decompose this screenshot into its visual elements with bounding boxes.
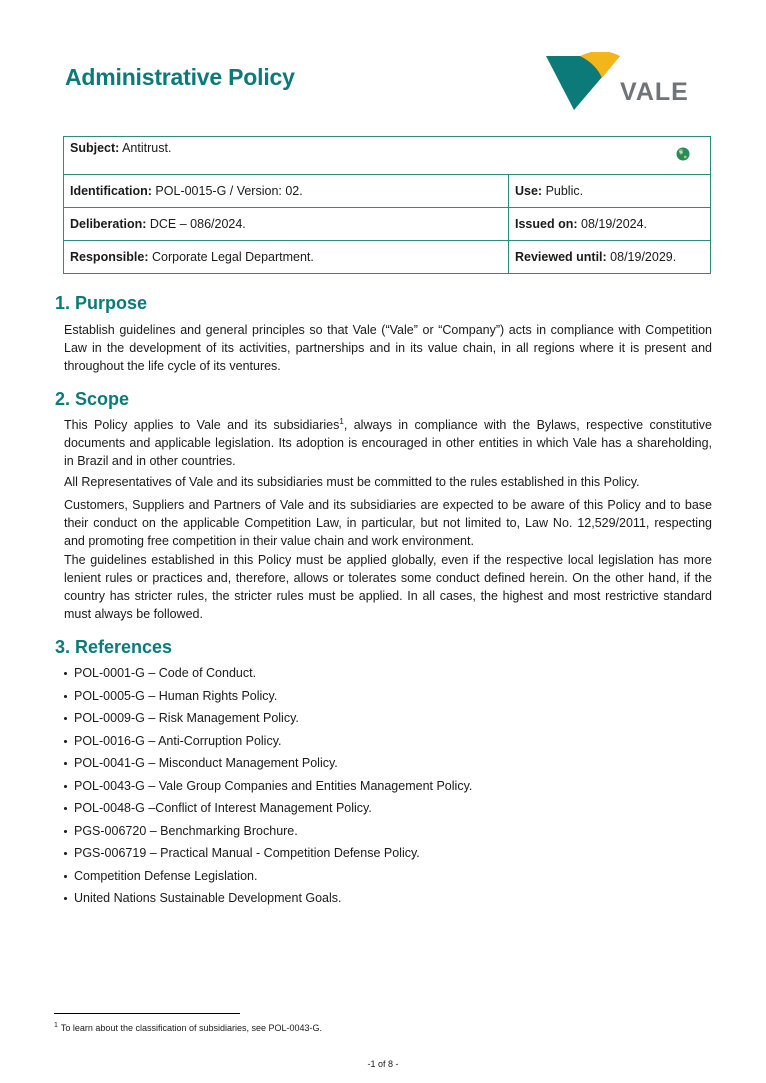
scope-p1-text-b: , always in compliance with the Bylaws, respective constitutive documents and applicable legislation. Its adoption is encouraged in other entities in which Vale has a shareholding, in Brazil and in other countries. (64, 418, 713, 468)
scope-paragraph-2: All Representatives of Vale and its subsidiaries must be committed to the rules established in this Policy. (64, 475, 640, 489)
list-item: POL-0016-G – Anti-Corruption Policy. (64, 730, 472, 753)
responsible-value: Corporate Legal Department. (148, 250, 314, 264)
list-item: Competition Defense Legislation. (64, 865, 472, 888)
scope-paragraph-1 (64, 416, 712, 470)
use-label: Use: (515, 184, 543, 198)
deliberation-cell (64, 208, 509, 241)
list-item: POL-0043-G – Vale Group Companies and Entities Management Policy. (64, 775, 472, 798)
references-heading: 3. References (55, 637, 173, 657)
list-item: POL-0001-G – Code of Conduct. (64, 662, 472, 685)
scope-heading: 2. Scope (55, 389, 130, 409)
footnote-reference: 1 (339, 416, 344, 426)
list-item: POL-0048-G –Conflict of Interest Management Policy. (64, 797, 472, 820)
use-value: Public. (542, 184, 584, 198)
list-item: United Nations Sustainable Development Goals. (64, 887, 472, 910)
reviewed-value: 08/19/2029. (606, 250, 677, 264)
table-row (64, 137, 711, 175)
policy-info-table (63, 136, 711, 274)
scope-paragraph-4: The guidelines established in this Policy must be applied globally, even if the respective local legislation has more lenient rules or practices and, therefore, allows or tolerates some conduct defined herein. On the other hand, if the country has stricter rules, the stricter rules must be applied. In all cases, the highest and most restrictive standard must always be followed. (64, 553, 712, 621)
purpose-text: Establish guidelines and general principles so that Vale (“Vale” or “Company”) acts in compliance with Competition Law in the development of its activities, partnerships and in its value chain, in all regions where it is present and throughout the life cycle of its ventures. (64, 323, 712, 373)
vale-logo-text: VALE (620, 78, 689, 106)
issued-value: 08/19/2024. (577, 217, 648, 231)
list-item: PGS-006720 – Benchmarking Brochure. (64, 820, 472, 843)
deliberation-value: DCE – 086/2024. (146, 217, 246, 231)
reviewed-cell (509, 241, 711, 274)
reviewed-label: Reviewed until: (515, 250, 607, 264)
deliberation-label: Deliberation: (70, 217, 147, 231)
list-item: PGS-006719 – Practical Manual - Competition Defense Policy. (64, 842, 472, 865)
scope-p1-text-a: This Policy applies to Vale and its subsidiaries (64, 418, 340, 432)
list-item: POL-0005-G – Human Rights Policy. (64, 685, 472, 708)
page-title: Administrative Policy (65, 64, 295, 90)
subject-value: Antitrust. (119, 141, 172, 155)
subject-label: Subject: (70, 141, 120, 155)
list-item: POL-0009-G – Risk Management Policy. (64, 707, 472, 730)
footnote-divider (54, 1013, 240, 1014)
purpose-heading: 1. Purpose (55, 293, 148, 313)
issued-label: Issued on: (515, 217, 578, 231)
use-cell (509, 175, 711, 208)
responsible-label: Responsible: (70, 250, 149, 264)
table-row (64, 175, 711, 208)
references-list (64, 662, 472, 910)
identification-cell (64, 175, 509, 208)
globe-icon (676, 147, 690, 161)
list-item: POL-0041-G – Misconduct Management Policy. (64, 752, 472, 775)
issued-cell (509, 208, 711, 241)
footnote-text: To learn about the classification of subsidiaries, see POL-0043-G. (60, 1023, 323, 1033)
footnote (54, 1022, 322, 1033)
subject-cell (64, 137, 711, 175)
table-row (64, 241, 711, 274)
identification-value: POL-0015-G / Version: 02. (151, 184, 303, 198)
identification-label: Identification: (70, 184, 152, 198)
footnote-mark: 1 (54, 1022, 58, 1029)
table-row (64, 208, 711, 241)
responsible-cell (64, 241, 509, 274)
page-number: -1 of 8 - (367, 1059, 399, 1069)
scope-paragraph-3: Customers, Suppliers and Partners of Vale and its subsidiaries are expected to be aware of this Policy and to base their conduct on the applicable Competition Law, in particular, but not limited to, Law No. 12,529/2011, respecting and promoting free competition in their value chain and work environment. (64, 498, 712, 548)
